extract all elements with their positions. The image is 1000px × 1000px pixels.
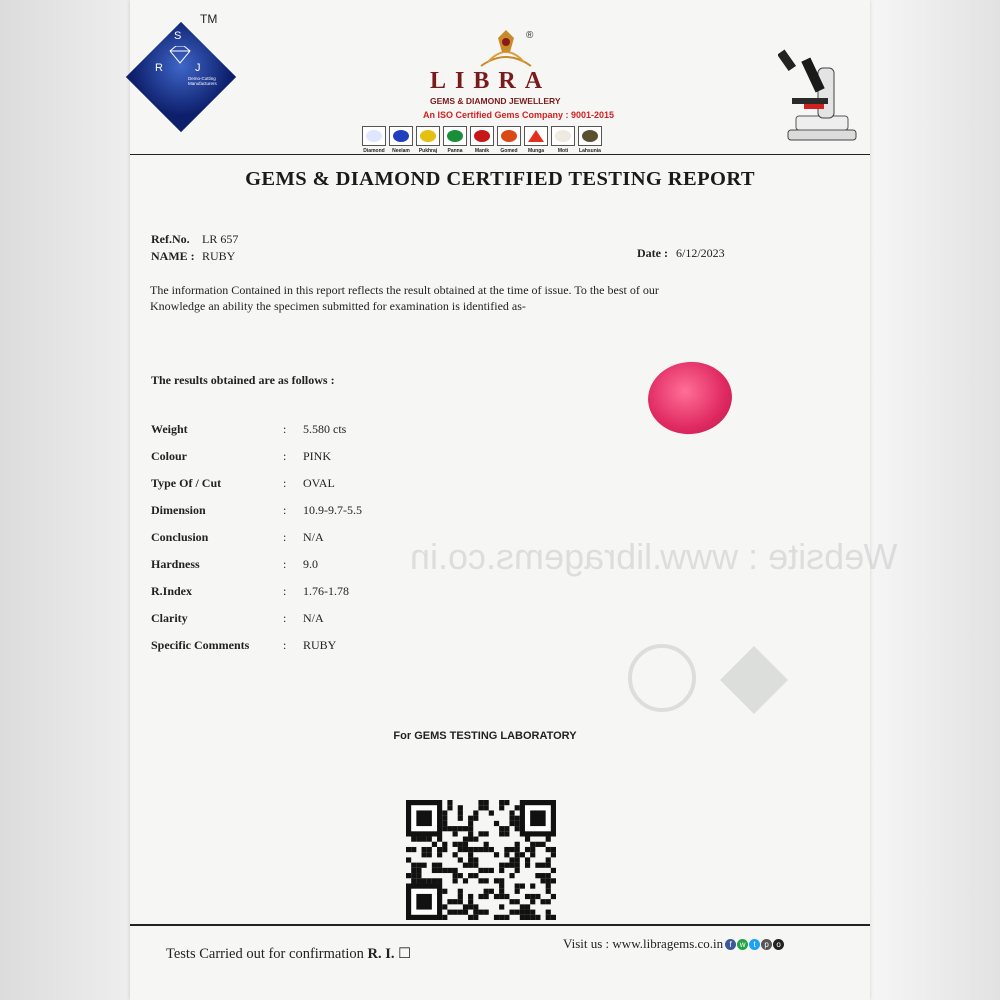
registered-mark: ®	[526, 30, 534, 41]
gem-manik	[470, 126, 494, 154]
result-label: Dimension	[151, 503, 206, 517]
result-label: Clarity	[151, 611, 188, 625]
gem-label: Munga	[527, 148, 545, 154]
intro-line-1: The information Contained in this report reflects the result obtained at the time of issue. To the best of our	[150, 283, 659, 297]
result-value: 1.76-1.78	[303, 584, 349, 598]
gem-moti	[551, 126, 575, 154]
footer-website-link[interactable]: Visit us : www.libragems.co.in	[563, 936, 724, 951]
result-colon: :	[283, 476, 287, 490]
gem-munga	[524, 126, 548, 154]
gem-munga-icon	[524, 126, 548, 146]
pinterest-icon[interactable]: p	[761, 939, 772, 950]
date-label: Date :	[637, 246, 668, 260]
gem-gomed	[497, 126, 521, 154]
gem-neelam	[389, 126, 413, 154]
gem-lahsunia-icon	[578, 126, 602, 146]
result-colon: :	[283, 611, 287, 625]
header-divider	[130, 154, 870, 155]
intro-paragraph	[150, 282, 790, 314]
gem-label: Diamond	[363, 148, 385, 154]
result-value: N/A	[303, 611, 324, 625]
result-colon: :	[283, 422, 287, 436]
instagram-icon[interactable]: o	[773, 939, 784, 950]
gem-pukhraj	[416, 126, 440, 154]
for-lab-signature: For GEMS TESTING LABORATORY	[393, 730, 577, 742]
ref-label: Ref.No.	[151, 232, 190, 246]
gem-diamond-icon	[362, 126, 386, 146]
gem-label: Panna	[447, 148, 463, 154]
gem-label: Gomed	[500, 148, 518, 154]
gem-label: Moti	[557, 148, 569, 154]
result-label: Specific Comments	[151, 638, 250, 652]
result-label: Colour	[151, 449, 187, 463]
gem-panna-icon	[443, 126, 467, 146]
result-label: R.Index	[151, 584, 193, 598]
result-value: 10.9-9.7-5.5	[303, 503, 362, 517]
qr-code[interactable]	[406, 800, 556, 920]
result-value: OVAL	[303, 476, 335, 490]
gem-label: Lahsunia	[579, 148, 601, 154]
ruby-stone-photo	[644, 358, 735, 438]
iso-certification: An ISO Certified Gems Company : 9001-2015	[423, 110, 615, 120]
result-label: Hardness	[151, 557, 200, 571]
footer-tests-note	[166, 946, 411, 963]
gem-panna	[443, 126, 467, 154]
result-colon: :	[283, 449, 287, 463]
diamond-icon	[166, 46, 194, 64]
website-watermark: Website : www.libragems.co.in	[410, 536, 898, 577]
twitter-icon[interactable]: t	[749, 939, 760, 950]
result-colon: :	[283, 530, 287, 544]
result-colon: :	[283, 584, 287, 598]
date-value: 6/12/2023	[676, 246, 725, 260]
gem-label: Pukhraj	[418, 148, 438, 154]
result-value: 5.580 cts	[303, 422, 347, 436]
certificate-sheet	[130, 0, 898, 1000]
whatsapp-icon[interactable]: w	[737, 939, 748, 950]
background-left	[0, 0, 130, 1000]
social-icons	[725, 939, 784, 950]
microscope-icon	[778, 48, 860, 144]
result-value: RUBY	[303, 638, 337, 652]
srj-letter-j: J	[195, 62, 201, 74]
result-label: Conclusion	[151, 530, 209, 544]
background-right	[870, 0, 1000, 1000]
result-colon: :	[283, 503, 287, 517]
result-label: Weight	[151, 422, 188, 436]
srj-letter-s: S	[174, 30, 182, 42]
name-value: RUBY	[202, 249, 236, 263]
gem-diamond	[362, 126, 386, 154]
footer-visit	[563, 936, 784, 952]
gem-lahsunia	[578, 126, 602, 154]
footer-tests-text: Tests Carried out for confirmation	[166, 946, 364, 962]
trademark-mark: TM	[200, 12, 218, 26]
footer-checkbox[interactable]: ☐	[398, 946, 412, 962]
gem-label: Neelam	[392, 148, 410, 154]
footer-ri: R. I.	[367, 946, 395, 962]
report-title: GEMS & DIAMOND CERTIFIED TESTING REPORT	[245, 168, 755, 190]
result-value: PINK	[303, 449, 332, 463]
result-colon: :	[283, 638, 287, 652]
footer-divider	[130, 924, 870, 926]
brand-name: LIBRA	[430, 68, 552, 94]
srj-subtext: Demo-Cutting Manufacturers	[188, 76, 217, 86]
ref-value: LR 657	[202, 232, 239, 246]
result-colon: :	[283, 557, 287, 571]
srj-letter-r: R	[155, 62, 163, 74]
name-label: NAME :	[151, 249, 195, 263]
gem-moti-icon	[551, 126, 575, 146]
facebook-icon[interactable]: f	[725, 939, 736, 950]
intro-line-2: Knowledge an ability the specimen submitted for examination is identified as-	[150, 299, 526, 313]
result-value: 9.0	[303, 557, 318, 571]
brand-subtitle: GEMS & DIAMOND JEWELLERY	[430, 96, 561, 106]
seal-watermark-icon	[628, 642, 798, 722]
gem-neelam-icon	[389, 126, 413, 146]
results-heading: The results obtained are as follows :	[151, 373, 335, 387]
gem-gomed-icon	[497, 126, 521, 146]
gem-pukhraj-icon	[416, 126, 440, 146]
gem-label: Manik	[474, 148, 490, 154]
result-value: N/A	[303, 530, 324, 544]
gem-strip	[362, 126, 602, 154]
srj-logo-text	[152, 30, 217, 90]
gem-manik-icon	[470, 126, 494, 146]
result-label: Type Of / Cut	[151, 476, 222, 490]
